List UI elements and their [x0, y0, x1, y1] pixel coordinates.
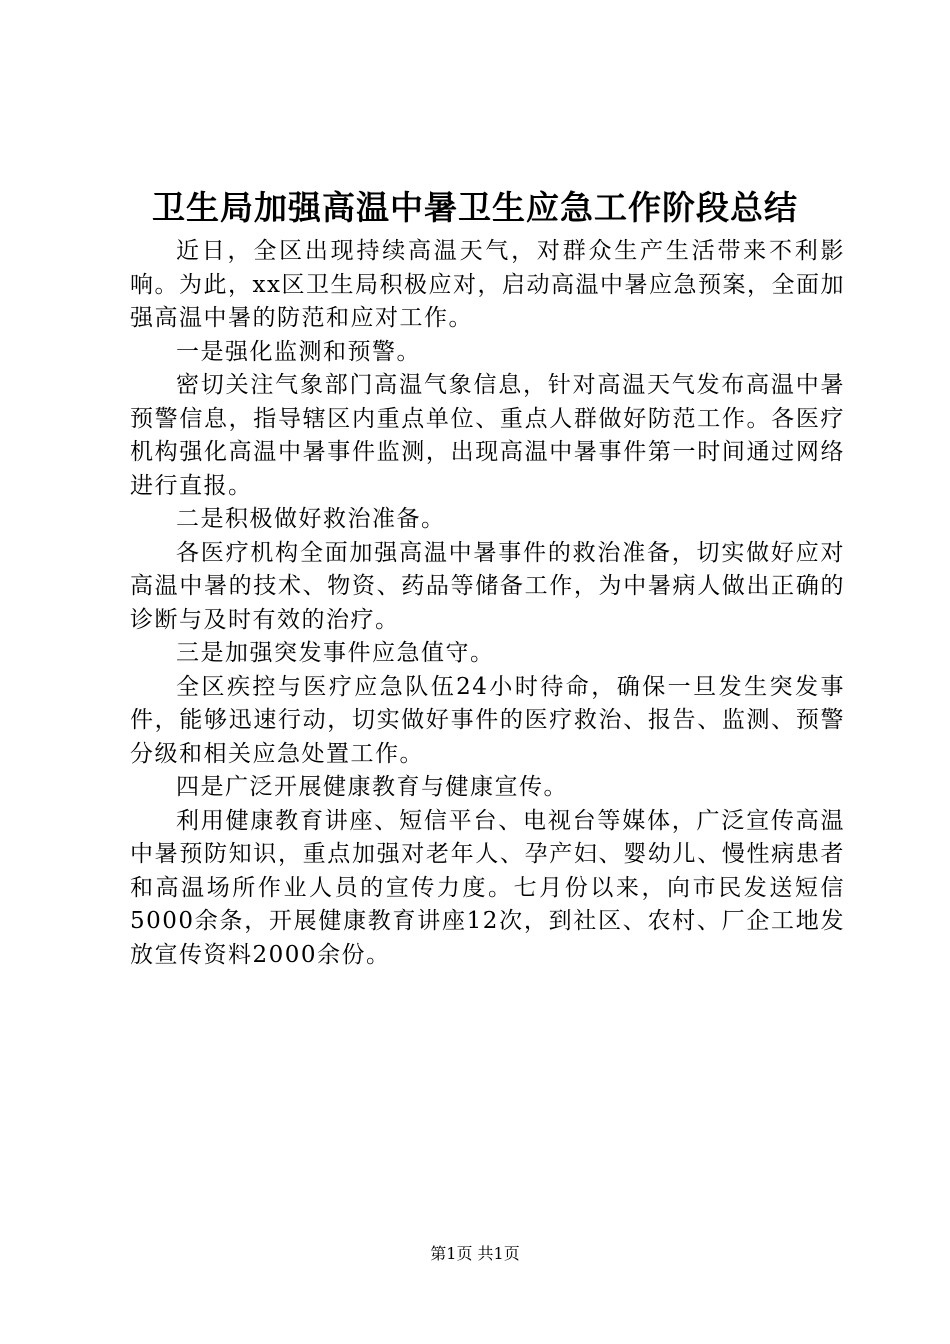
paragraph-heading-4: 四是广泛开展健康教育与健康宣传。 — [176, 774, 568, 800]
paragraph-heading-3: 三是加强突发事件应急值守。 — [176, 640, 495, 666]
paragraph-heading-2: 二是积极做好救治准备。 — [176, 506, 446, 532]
paragraph-duty: 全区疾控与医疗应急队伍24小时待命，确保一旦发生突发事件，能够迅速行动，切实做好事件的医疗救治、报告、监测、预警分级和相关应急处置工作。 — [130, 673, 845, 767]
document-body — [130, 235, 845, 972]
paragraph-monitoring: 密切关注气象部门高温气象信息，针对高温天气发布高温中暑预警信息，指导辖区内重点单位、重点人群做好防范工作。各医疗机构强化高温中暑事件监测，出现高温中暑事件第一时间通过网络进行直报。 — [130, 372, 845, 499]
paragraph-intro: 近日，全区出现持续高温天气，对群众生产生活带来不利影响。为此，xx区卫生局积极应对，启动高温中暑应急预案，全面加强高温中暑的防范和应对工作。 — [130, 238, 845, 331]
paragraph-heading-1: 一是强化监测和预警。 — [176, 338, 421, 365]
document-title: 卫生局加强高温中暑卫生应急工作阶段总结 — [152, 188, 798, 227]
paragraph-education: 利用健康教育讲座、短信平台、电视台等媒体，广泛宣传高温中暑预防知识，重点加强对老年人、孕产妇、婴幼儿、慢性病患者和高温场所作业人员的宣传力度。七月份以来，向市民发送短信5000余条，开展健康教育讲座12次，到社区、农村、厂企工地发放宣传资料2000余份。 — [130, 807, 845, 968]
page-number-footer: 第1页 共1页 — [430, 1244, 520, 1263]
paragraph-treatment: 各医疗机构全面加强高温中暑事件的救治准备，切实做好应对高温中暑的技术、物资、药品等储备工作，为中暑病人做出正确的诊断与及时有效的治疗。 — [130, 539, 845, 633]
